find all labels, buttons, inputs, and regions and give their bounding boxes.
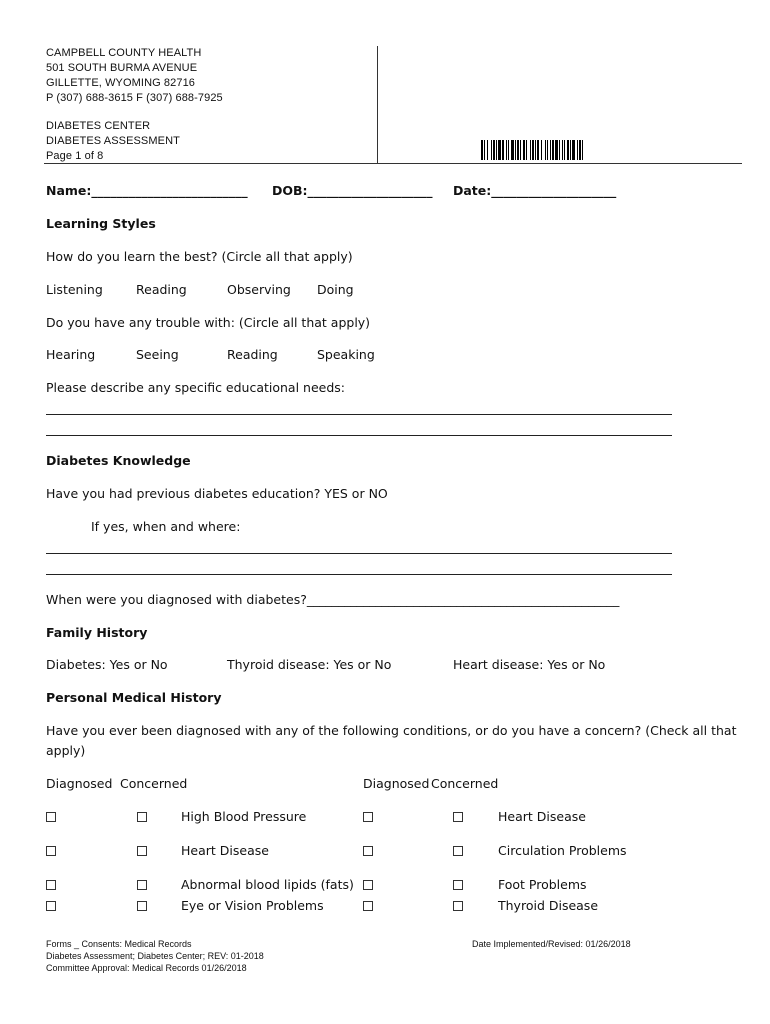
question-educational-needs: Please describe any specific educational needs:: [46, 380, 346, 395]
condition-label: Thyroid Disease: [498, 898, 599, 913]
option-speaking[interactable]: Speaking: [317, 347, 375, 362]
checkbox-concerned[interactable]: [453, 880, 463, 890]
checkbox-diagnosed[interactable]: [363, 880, 373, 890]
name-field[interactable]: Name:_________________________: [46, 183, 248, 198]
form-title: DIABETES ASSESSMENT: [46, 135, 180, 147]
section-heading-family-history: Family History: [46, 625, 148, 640]
option-reading-trouble[interactable]: Reading: [227, 347, 278, 362]
question-conditions-line1: Have you ever been diagnosed with any of the following conditions, or do you have a concern? (Check all that: [46, 723, 737, 738]
question-previous-education: Have you had previous diabetes education? YES or NO: [46, 486, 388, 501]
checkbox-concerned[interactable]: [137, 812, 147, 822]
condition-label: High Blood Pressure: [181, 809, 307, 824]
page-number: Page 1 of 8: [46, 150, 104, 162]
org-name: CAMPBELL COUNTY HEALTH: [46, 47, 202, 59]
checkbox-concerned[interactable]: [453, 901, 463, 911]
column-header-diagnosed: Diagnosed: [46, 776, 113, 791]
header-divider-vertical: [377, 46, 378, 163]
condition-label: Eye or Vision Problems: [181, 898, 324, 913]
footer-forms-line: Forms _ Consents: Medical Records: [46, 939, 192, 949]
checkbox-diagnosed[interactable]: [363, 846, 373, 856]
condition-label: Foot Problems: [498, 877, 587, 892]
condition-label: Circulation Problems: [498, 843, 627, 858]
section-heading-personal-history: Personal Medical History: [46, 690, 222, 705]
checkbox-concerned[interactable]: [137, 846, 147, 856]
org-city: GILLETTE, WYOMING 82716: [46, 77, 196, 89]
org-street: 501 SOUTH BURMA AVENUE: [46, 62, 198, 74]
question-diagnosed-when[interactable]: When were you diagnosed with diabetes?__________________________________________________: [46, 592, 620, 607]
checkbox-diagnosed[interactable]: [46, 846, 56, 856]
column-header-concerned: Concerned: [120, 776, 188, 791]
question-when-where: If yes, when and where:: [91, 519, 241, 534]
question-conditions-line2: apply): [46, 743, 86, 758]
answer-line[interactable]: [46, 574, 672, 575]
question-learn-best: How do you learn the best? (Circle all that apply): [46, 249, 353, 264]
org-phone: P (307) 688-3615 F (307) 688-7925: [46, 92, 223, 104]
column-header-concerned-right: Concerned: [431, 776, 499, 791]
family-diabetes[interactable]: Diabetes: Yes or No: [46, 657, 168, 672]
answer-line[interactable]: [46, 435, 672, 436]
date-field[interactable]: Date:____________________: [453, 183, 617, 198]
section-heading-diabetes-knowledge: Diabetes Knowledge: [46, 453, 191, 468]
condition-label: Heart Disease: [181, 843, 269, 858]
option-seeing[interactable]: Seeing: [136, 347, 179, 362]
footer-date-implemented: Date Implemented/Revised: 01/26/2018: [472, 939, 631, 949]
answer-line[interactable]: [46, 414, 672, 415]
checkbox-diagnosed[interactable]: [363, 901, 373, 911]
option-listening[interactable]: Listening: [46, 282, 103, 297]
barcode-image: [481, 140, 619, 160]
question-trouble-with: Do you have any trouble with: (Circle all that apply): [46, 315, 371, 330]
checkbox-diagnosed[interactable]: [363, 812, 373, 822]
checkbox-diagnosed[interactable]: [46, 880, 56, 890]
family-heart[interactable]: Heart disease: Yes or No: [453, 657, 606, 672]
checkbox-diagnosed[interactable]: [46, 812, 56, 822]
condition-label: Abnormal blood lipids (fats): [181, 877, 354, 892]
header-divider-horizontal: [44, 163, 742, 164]
option-hearing[interactable]: Hearing: [46, 347, 96, 362]
option-reading[interactable]: Reading: [136, 282, 187, 297]
checkbox-concerned[interactable]: [137, 901, 147, 911]
footer-revision-line: Diabetes Assessment; Diabetes Center; REV: 01-2018: [46, 951, 264, 961]
checkbox-diagnosed[interactable]: [46, 901, 56, 911]
footer-approval-line: Committee Approval: Medical Records 01/26/2018: [46, 963, 247, 973]
checkbox-concerned[interactable]: [137, 880, 147, 890]
header-address-block: [46, 46, 223, 164]
checkbox-concerned[interactable]: [453, 846, 463, 856]
dept-name: DIABETES CENTER: [46, 120, 151, 132]
family-thyroid[interactable]: Thyroid disease: Yes or No: [227, 657, 392, 672]
option-observing[interactable]: Observing: [227, 282, 291, 297]
answer-line[interactable]: [46, 553, 672, 554]
footer-left: [46, 938, 264, 974]
condition-label: Heart Disease: [498, 809, 586, 824]
checkbox-concerned[interactable]: [453, 812, 463, 822]
option-doing[interactable]: Doing: [317, 282, 354, 297]
column-header-diagnosed-right: Diagnosed: [363, 776, 430, 791]
section-heading-learning-styles: Learning Styles: [46, 216, 156, 231]
dob-field[interactable]: DOB:____________________: [272, 183, 433, 198]
